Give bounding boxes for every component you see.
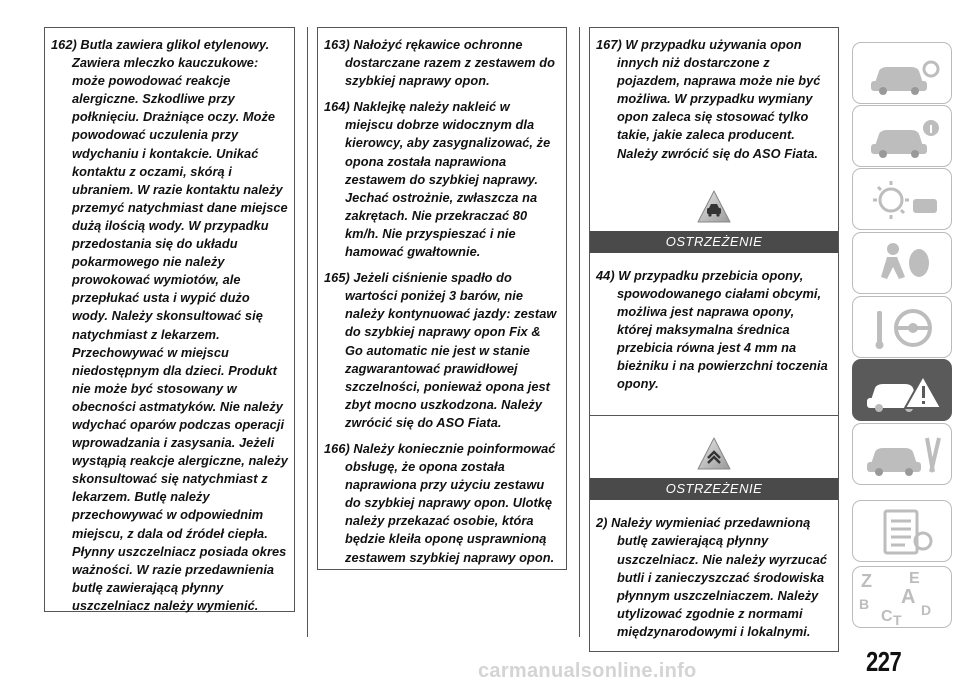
tab-steering-wheel-key[interactable]	[852, 296, 952, 358]
column-divider	[307, 27, 308, 637]
tab-car-service-tools[interactable]	[852, 423, 952, 485]
column-divider	[579, 27, 580, 637]
page-number: 227	[866, 646, 902, 678]
car-info-icon	[853, 106, 953, 168]
column-2	[317, 27, 567, 570]
tab-car-info[interactable]	[852, 105, 952, 167]
warning-title: OSTRZEŻENIE	[590, 478, 838, 500]
note-163: 163) Nałożyć rękawice ochronne dostarczane razem z zestawem do szybkiej naprawy opon.	[324, 37, 555, 89]
warning-section-2	[590, 416, 838, 641]
light-indicator-icon	[853, 169, 953, 231]
warning-title: OSTRZEŻENIE	[590, 231, 838, 253]
emergency-warning-icon	[853, 360, 953, 422]
index-letter: Z	[861, 571, 872, 591]
note-164: 164) Naklejkę należy nakleić w miejscu dobrze widocznym dla kierowcy, aby zasygnalizować, że opona została naprawiona zestawem do szybkiej naprawy. Jechać ostrożnie, zwłaszcza na zakrętach. Nie przekraczać 80 km/h. Nie przyspieszać i nie hamować gwałtownie.	[324, 99, 551, 260]
tab-car-dashboard[interactable]	[852, 42, 952, 104]
watermark: carmanualsonline.info	[478, 660, 697, 682]
warning-note-44: 44) W przypadku przebicia opony, spowodowanego ciałami obcymi, możliwa jest naprawa opony, której maksymalna średnica przebicia równa jest 4 mm na bieżniku i na powierzchni toczenia opony.	[596, 267, 828, 392]
car-dashboard-icon	[853, 43, 953, 105]
note-167: 167) W przypadku używania opon innych niż dostarczone z pojazdem, naprawa może nie być możliwa. W przypadku wymiany opon zaleca się stosować tylko takie, jakie zaleca producent. Należy zwrócić się do ASO Fiata.	[596, 37, 821, 161]
alphabetical-index-icon	[853, 567, 953, 629]
index-letter: D	[921, 602, 932, 618]
tab-light-indicator[interactable]	[852, 168, 952, 230]
column-1	[44, 27, 295, 612]
steering-wheel-key-icon	[853, 297, 953, 359]
car-skid-warning-icon	[696, 189, 732, 225]
airbag-safety-icon	[853, 233, 953, 295]
index-letter: C	[881, 608, 893, 625]
technical-data-icon	[853, 501, 953, 563]
tab-technical-data[interactable]	[852, 500, 952, 562]
column-3	[589, 27, 839, 652]
note-162: 162) Butla zawiera glikol etylenowy. Zawiera mleczko kauczukowe: może powodować reakcje alergiczne. Szkodliwe przy połknięciu. Drażniące oczy. Może powodować uczulenia przy wdychaniu i kontakcie. Unikać kontaktu z oczami, skórą i ubraniem. W razie kontaktu należy przemyć natychmiast dane miejsce dużą ilością wody. W przypadku przedostania się do układu pokarmowego nie należy prowokować wymiotów, ale przepłukać usta i wypić dużo wody. Należy skonsultować się natychmiast z lekarzem. Przechowywać w miejscu niedostępnym dla dzieci. Produkt nie może być stosowany w obecności astmatyków. Nie należy wdychać oparów podczas operacji wprowadzania i zasysania. Jeżeli wystąpią reakcje alergiczne, należy skonsultować się natychmiast z lekarzem. Butlę należy przechowywać w odpowiednim miejscu, z dala od źródeł ciepła. Płynny uszczelniacz posiada okres ważności. W razie przedawnienia butlę zawierającą płynny uszczelniacz należy wymienić.	[51, 37, 288, 613]
note-166: 166) Należy koniecznie poinformować obsługę, że opona została naprawiona przy użyciu zestawu do szybkiej naprawy opon. Ulotkę należy przekazać osobie, która będzie kleiła oponę usprawnioną zestawem szybkiej naprawy opon.	[324, 440, 556, 565]
note-165: 165) Jeżeli ciśnienie spadło do wartości poniżej 3 barów, nie należy kontynuować jazdy: zestaw do szybkiej naprawy opon Fix & Go automatic nie jest w stanie zagwarantować prawidłowej szczelności, ponieważ opona jest zbyt mocno uszkodzona. Należy zwrócić się do ASO Fiata.	[324, 270, 557, 430]
tab-emergency-warning[interactable]	[852, 359, 952, 421]
recycle-chevron-warning-icon	[696, 436, 732, 472]
tab-airbag-safety[interactable]	[852, 232, 952, 294]
index-letter: A	[901, 586, 916, 608]
warning-section-1	[590, 189, 838, 394]
index-letter: E	[909, 570, 920, 587]
index-letter: T	[893, 612, 902, 628]
tab-alphabetical-index[interactable]	[852, 566, 952, 628]
car-service-tools-icon	[853, 424, 953, 486]
warning-note-2: 2) Należy wymieniać przedawnioną butlę zawierającą płynny uszczelniacz. Nie należy wyrzucać butli i zanieczyszczać środowiska płynnym uszczelniaczem. Należy utylizować zgodnie z normami międzynarodowymi i lokalnymi.	[596, 515, 828, 639]
index-letter: B	[859, 596, 870, 612]
